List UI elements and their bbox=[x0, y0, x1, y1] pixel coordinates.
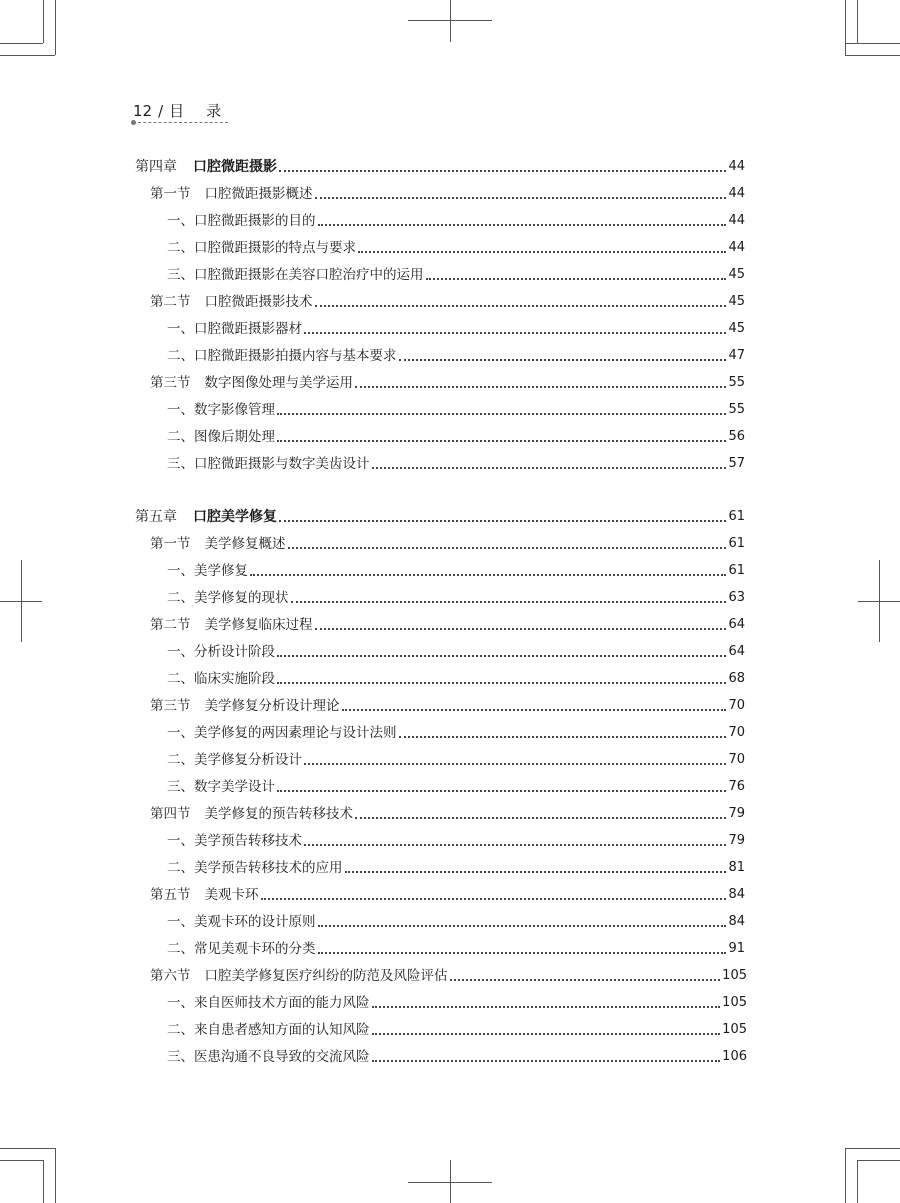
toc-entry-label bbox=[167, 347, 397, 365]
dot-leader bbox=[399, 736, 727, 738]
dot-leader bbox=[372, 1006, 721, 1008]
toc-entry-label bbox=[167, 751, 302, 769]
toc-entry-label bbox=[167, 940, 316, 958]
toc-entry-title: 二、美学预告转移技术的应用 bbox=[167, 860, 343, 876]
toc-entry-title: 二、来自患者感知方面的认知风险 bbox=[167, 1022, 370, 1038]
toc-entry-label bbox=[167, 724, 397, 742]
toc-entry-number: 第五章 bbox=[135, 509, 177, 525]
toc-entry-page: 61 bbox=[728, 509, 745, 524]
toc-entry-title: 美学修复的预告转移技术 bbox=[204, 806, 353, 822]
toc-entry-title: 一、来自医师技术方面的能力风险 bbox=[167, 995, 370, 1011]
toc-entry-title: 二、临床实施阶段 bbox=[167, 671, 275, 687]
toc-entry-title: 口腔美学修复 bbox=[193, 509, 277, 525]
toc-entry-title: 口腔美学修复医疗纠纷的防范及风险评估 bbox=[204, 968, 448, 984]
toc-entry-label bbox=[167, 670, 275, 688]
toc-section-row bbox=[150, 616, 745, 634]
dot-leader bbox=[318, 224, 727, 226]
toc-entry-number: 第四节 bbox=[150, 806, 191, 822]
toc-entry-label bbox=[135, 158, 277, 176]
toc-entry-title: 口腔微距摄影概述 bbox=[204, 186, 313, 202]
toc-section-row bbox=[150, 185, 745, 203]
toc-entry-page: 47 bbox=[728, 348, 745, 363]
toc-item-row bbox=[167, 239, 745, 257]
toc-entry-label bbox=[167, 455, 370, 473]
toc-item-row bbox=[167, 832, 745, 850]
dot-leader bbox=[318, 925, 727, 927]
toc-entry-label bbox=[150, 185, 313, 203]
dot-leader bbox=[304, 332, 726, 334]
toc-entry-title: 三、口腔微距摄影在美容口腔治疗中的运用 bbox=[167, 267, 424, 283]
toc-entry-page: 61 bbox=[728, 563, 745, 578]
dot-leader bbox=[372, 467, 727, 469]
toc-section-row bbox=[150, 374, 745, 392]
dot-leader bbox=[277, 655, 726, 657]
toc-entry-label bbox=[150, 805, 353, 823]
toc-entry-label bbox=[167, 1021, 370, 1039]
toc-entry-page: 70 bbox=[728, 698, 745, 713]
toc-item-row bbox=[167, 562, 745, 580]
toc-item-row bbox=[167, 859, 745, 877]
toc-entry-page: 64 bbox=[728, 644, 745, 659]
header-page-number: 12 bbox=[133, 102, 153, 120]
toc-entry-page: 81 bbox=[728, 860, 745, 875]
toc-entry-page: 44 bbox=[728, 186, 745, 201]
toc-entry-page: 70 bbox=[728, 725, 745, 740]
toc-entry-label bbox=[150, 616, 313, 634]
toc-entry-page: 55 bbox=[728, 375, 745, 390]
toc-entry-label bbox=[167, 913, 316, 931]
toc-item-row bbox=[167, 1021, 747, 1039]
dot-leader bbox=[291, 601, 727, 603]
dot-leader bbox=[277, 413, 726, 415]
toc-entry-page: 91 bbox=[728, 941, 745, 956]
toc-item-row bbox=[167, 212, 745, 230]
toc-section-row bbox=[150, 535, 745, 553]
toc-entry-title: 三、医患沟通不良导致的交流风险 bbox=[167, 1049, 370, 1065]
dot-leader bbox=[358, 251, 726, 253]
toc-entry-title: 美观卡环 bbox=[204, 887, 259, 903]
toc-entry-title: 二、美学修复的现状 bbox=[167, 590, 289, 606]
dot-leader bbox=[399, 359, 727, 361]
toc-entry-title: 一、美学修复 bbox=[167, 563, 248, 579]
toc-entry-title: 美学修复分析设计理论 bbox=[204, 698, 340, 714]
toc-entry-page: 105 bbox=[722, 968, 747, 983]
toc-item-row bbox=[167, 428, 745, 446]
toc-entry-label bbox=[150, 697, 340, 715]
dot-leader bbox=[277, 440, 726, 442]
toc-entry-page: 79 bbox=[728, 833, 745, 848]
header-rule bbox=[133, 122, 228, 123]
toc-entry-title: 一、美学修复的两因素理论与设计法则 bbox=[167, 725, 397, 741]
dot-leader bbox=[304, 844, 726, 846]
toc-section-row bbox=[150, 886, 745, 904]
toc-item-row bbox=[167, 643, 745, 661]
toc-chapter-row bbox=[135, 158, 745, 176]
toc-entry-title: 美学修复临床过程 bbox=[204, 617, 313, 633]
toc-entry-page: 105 bbox=[722, 1022, 747, 1037]
toc-item-row bbox=[167, 913, 745, 931]
toc-item-row bbox=[167, 589, 745, 607]
toc-entry-label bbox=[150, 374, 353, 392]
dot-leader bbox=[277, 682, 726, 684]
toc-entry-title: 三、数字美学设计 bbox=[167, 779, 275, 795]
dot-leader bbox=[355, 386, 726, 388]
toc-entry-number: 第四章 bbox=[135, 159, 177, 175]
header-title-char1: 目 bbox=[169, 102, 185, 120]
toc-entry-label bbox=[167, 859, 343, 877]
toc-item-row bbox=[167, 940, 745, 958]
dot-leader bbox=[372, 1033, 721, 1035]
toc-entry-title: 一、美观卡环的设计原则 bbox=[167, 914, 316, 930]
toc-entry-label bbox=[150, 886, 259, 904]
toc-section-row bbox=[150, 697, 745, 715]
toc-entry-label bbox=[135, 508, 277, 526]
toc-entry-title: 一、数字影像管理 bbox=[167, 402, 275, 418]
header-title-char2: 录 bbox=[206, 102, 222, 120]
toc-entry-page: 106 bbox=[722, 1049, 747, 1064]
toc-entry-label bbox=[167, 994, 370, 1012]
dot-leader bbox=[304, 763, 726, 765]
toc-item-row bbox=[167, 401, 745, 419]
toc-entry-page: 70 bbox=[728, 752, 745, 767]
toc-entry-title: 口腔微距摄影 bbox=[193, 159, 277, 175]
toc-entry-label bbox=[150, 293, 313, 311]
toc-item-row bbox=[167, 455, 745, 473]
toc-entry-page: 84 bbox=[728, 887, 745, 902]
toc-entry-label bbox=[150, 967, 448, 985]
toc-entry-title: 二、美学修复分析设计 bbox=[167, 752, 302, 768]
toc-item-row bbox=[167, 320, 745, 338]
toc-entry-number: 第五节 bbox=[150, 887, 191, 903]
toc-entry-number: 第三节 bbox=[150, 375, 191, 391]
toc-entry-label bbox=[167, 589, 289, 607]
toc-item-row bbox=[167, 347, 745, 365]
toc-entry-page: 63 bbox=[728, 590, 745, 605]
toc-entry-title: 二、口腔微距摄影拍摄内容与基本要求 bbox=[167, 348, 397, 364]
toc-entry-title: 美学修复概述 bbox=[204, 536, 286, 552]
dot-leader bbox=[426, 278, 727, 280]
toc-entry-number: 第一节 bbox=[150, 186, 191, 202]
toc-item-row bbox=[167, 994, 747, 1012]
dot-leader bbox=[355, 817, 726, 819]
toc-entry-page: 61 bbox=[728, 536, 745, 551]
toc-entry-title: 一、美学预告转移技术 bbox=[167, 833, 302, 849]
toc-entry-label bbox=[167, 401, 275, 419]
toc-entry-label bbox=[167, 428, 275, 446]
dot-leader bbox=[279, 520, 726, 522]
toc-entry-title: 二、图像后期处理 bbox=[167, 429, 275, 445]
dot-leader bbox=[318, 952, 727, 954]
dot-leader bbox=[315, 628, 727, 630]
dot-leader bbox=[250, 574, 726, 576]
toc-entry-page: 44 bbox=[728, 240, 745, 255]
dot-leader bbox=[345, 871, 727, 873]
toc-entry-label bbox=[167, 778, 275, 796]
toc-entry-title: 一、分析设计阶段 bbox=[167, 644, 275, 660]
running-header bbox=[133, 100, 221, 121]
toc-entry-title: 一、口腔微距摄影器材 bbox=[167, 321, 302, 337]
dot-leader bbox=[288, 547, 727, 549]
toc-section-row bbox=[150, 805, 745, 823]
toc-item-row bbox=[167, 1048, 747, 1066]
dot-leader bbox=[277, 790, 726, 792]
toc-entry-title: 一、口腔微距摄影的目的 bbox=[167, 213, 316, 229]
toc-entry-label bbox=[167, 562, 248, 580]
toc-entry-page: 64 bbox=[728, 617, 745, 632]
toc-entry-page: 84 bbox=[728, 914, 745, 929]
dot-leader bbox=[315, 197, 727, 199]
toc-entry-page: 57 bbox=[728, 456, 745, 471]
toc-entry-number: 第一节 bbox=[150, 536, 191, 552]
toc-entry-page: 56 bbox=[728, 429, 745, 444]
dot-leader bbox=[261, 898, 727, 900]
toc-entry-title: 数字图像处理与美学运用 bbox=[204, 375, 353, 391]
toc-entry-page: 44 bbox=[728, 213, 745, 228]
toc-item-row bbox=[167, 751, 745, 769]
toc-section-row bbox=[150, 293, 745, 311]
toc-entry-number: 第二节 bbox=[150, 617, 191, 633]
dot-leader bbox=[279, 170, 726, 172]
toc-entry-page: 45 bbox=[728, 267, 745, 282]
toc-entry-title: 二、口腔微距摄影的特点与要求 bbox=[167, 240, 356, 256]
toc-entry-label bbox=[167, 266, 424, 284]
toc-entry-label bbox=[167, 1048, 370, 1066]
toc-entry-page: 79 bbox=[728, 806, 745, 821]
toc-entry-label bbox=[167, 832, 302, 850]
dot-leader bbox=[342, 709, 727, 711]
dot-leader bbox=[315, 305, 727, 307]
toc-entry-label bbox=[167, 212, 316, 230]
toc-entry-label bbox=[167, 643, 275, 661]
toc-entry-page: 55 bbox=[728, 402, 745, 417]
toc-entry-page: 105 bbox=[722, 995, 747, 1010]
toc-item-row bbox=[167, 778, 745, 796]
toc-section-row bbox=[150, 967, 747, 985]
toc-entry-number: 第三节 bbox=[150, 698, 191, 714]
toc-entry-title: 二、常见美观卡环的分类 bbox=[167, 941, 316, 957]
toc-entry-page: 45 bbox=[728, 294, 745, 309]
toc-entry-label bbox=[167, 320, 302, 338]
toc-item-row bbox=[167, 724, 745, 742]
toc-entry-title: 口腔微距摄影技术 bbox=[204, 294, 313, 310]
toc-chapter-row bbox=[135, 508, 745, 526]
dot-leader bbox=[450, 979, 721, 981]
toc-entry-page: 76 bbox=[728, 779, 745, 794]
toc-entry-page: 68 bbox=[728, 671, 745, 686]
header-separator: / bbox=[158, 102, 164, 120]
toc-entry-number: 第二节 bbox=[150, 294, 191, 310]
dot-leader bbox=[372, 1060, 721, 1062]
toc-item-row bbox=[167, 266, 745, 284]
toc-entry-page: 45 bbox=[728, 321, 745, 336]
toc-entry-title: 三、口腔微距摄影与数字美齿设计 bbox=[167, 456, 370, 472]
toc-item-row bbox=[167, 670, 745, 688]
toc-entry-label bbox=[167, 239, 356, 257]
toc-entry-page: 44 bbox=[728, 159, 745, 174]
toc-entry-label bbox=[150, 535, 286, 553]
toc-entry-number: 第六节 bbox=[150, 968, 191, 984]
